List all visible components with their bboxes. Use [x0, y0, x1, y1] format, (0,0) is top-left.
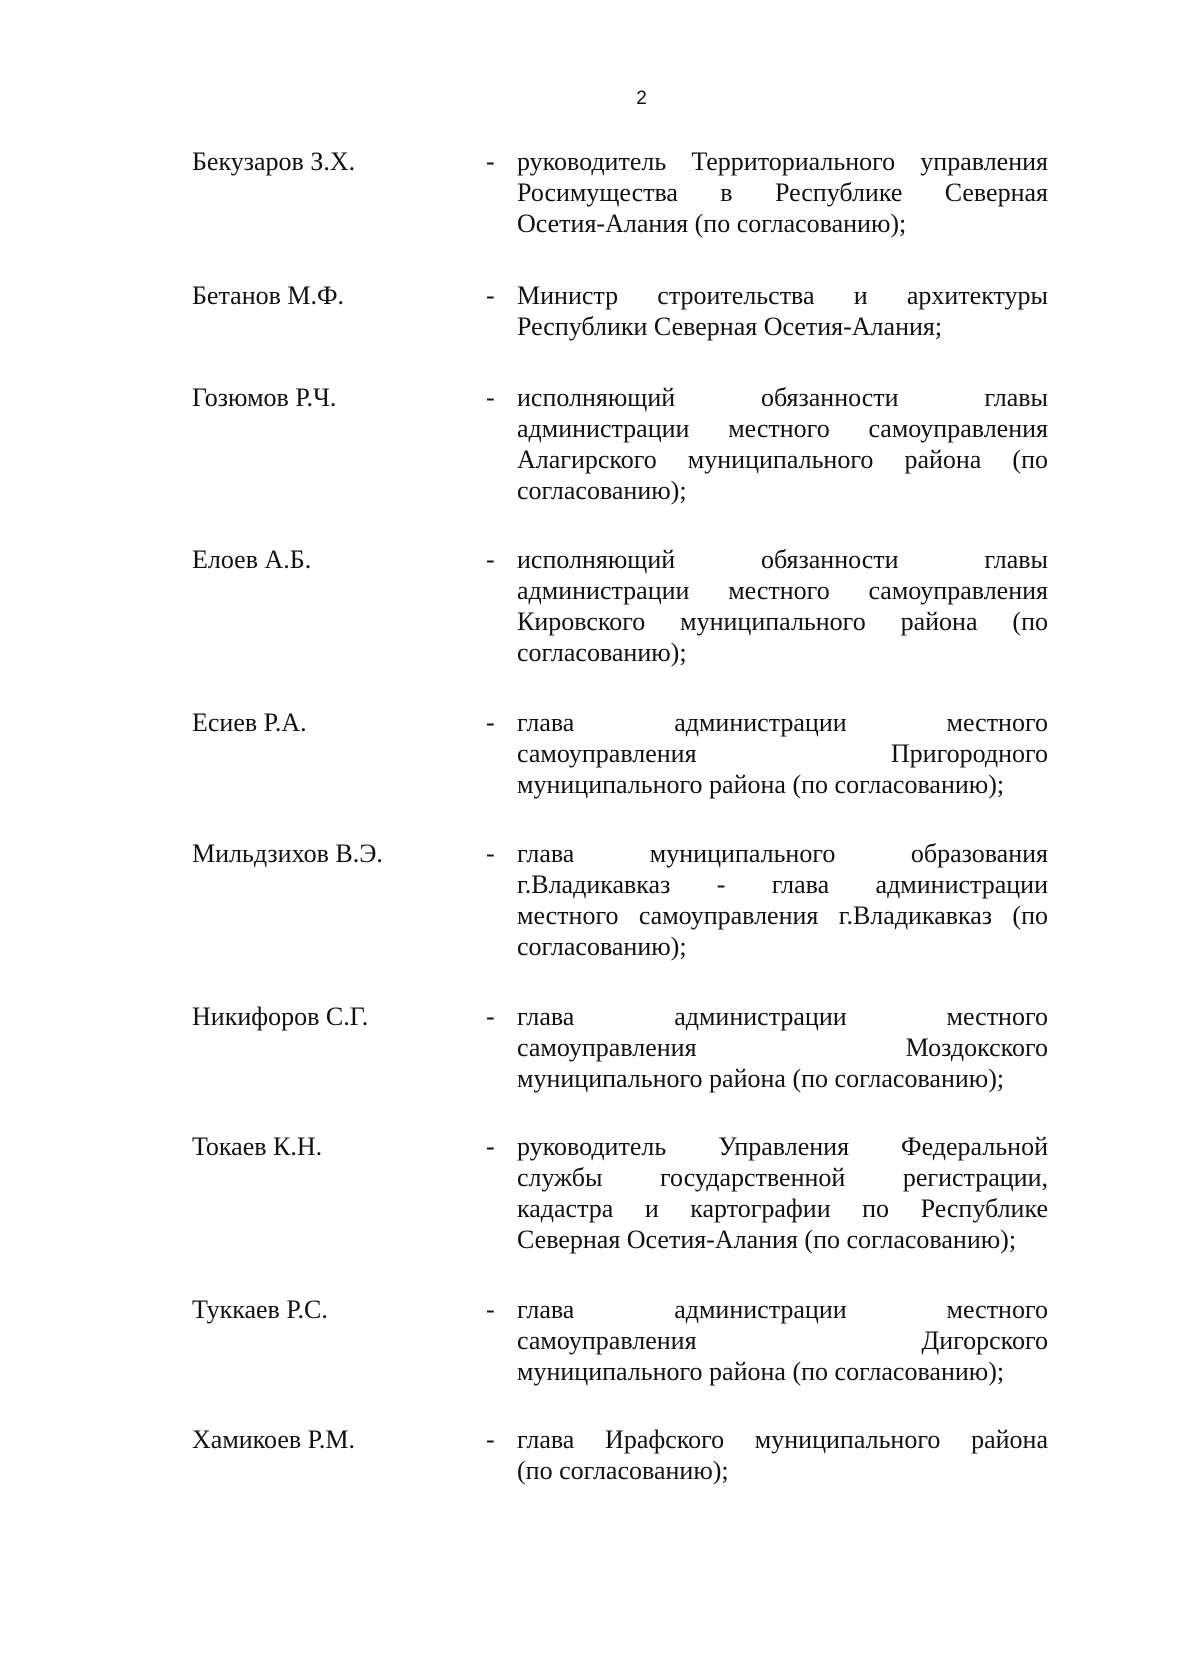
position-line: Алагирского муниципального района (по — [517, 445, 1048, 474]
position-line: руководитель Управления Федеральной — [517, 1132, 1048, 1161]
position-line: муниципального района (по согласованию); — [517, 770, 1005, 799]
dash-separator: - — [486, 1132, 495, 1161]
position-line: глава муниципального образования — [517, 839, 1048, 868]
dash-separator: - — [486, 1295, 495, 1324]
member-name: Гозюмов Р.Ч. — [192, 383, 337, 412]
member-name: Бекузаров З.Х. — [192, 147, 356, 176]
position-line: местного самоуправления г.Владикавказ (по — [517, 901, 1048, 930]
position-line: Министр строительства и архитектуры — [517, 281, 1048, 310]
member-position — [517, 280, 1048, 342]
position-line: самоуправления Дигорского — [517, 1326, 1048, 1355]
position-line: Северная Осетия-Алания (по согласованию); — [517, 1225, 1017, 1254]
position-line: глава администрации местного — [517, 1002, 1048, 1031]
member-name: Токаев К.Н. — [192, 1132, 323, 1161]
position-line: администрации местного самоуправления — [517, 414, 1048, 443]
position-line: согласованию); — [517, 932, 687, 961]
position-line: Кировского муниципального района (по — [517, 607, 1048, 636]
position-line: согласованию); — [517, 476, 687, 505]
member-position — [517, 1131, 1048, 1255]
position-line: муниципального района (по согласованию); — [517, 1064, 1005, 1093]
position-line: глава Ирафского муниципального района — [517, 1425, 1048, 1454]
member-position — [517, 146, 1048, 239]
dash-separator: - — [486, 545, 495, 574]
dash-separator: - — [486, 708, 495, 737]
dash-separator: - — [486, 1002, 495, 1031]
member-position — [517, 838, 1048, 962]
position-line: исполняющий обязанности главы — [517, 545, 1048, 574]
dash-separator: - — [486, 383, 495, 412]
member-name: Никифоров С.Г. — [192, 1002, 369, 1031]
position-line: руководитель Территориального управления — [517, 147, 1048, 176]
member-name: Бетанов М.Ф. — [192, 281, 345, 310]
position-line: самоуправления Моздокского — [517, 1033, 1048, 1062]
member-position — [517, 707, 1048, 800]
position-line: кадастра и картографии по Республике — [517, 1194, 1048, 1223]
member-name: Мильдзихов В.Э. — [192, 839, 383, 868]
member-name: Есиев Р.А. — [192, 708, 307, 737]
position-line: службы государственной регистрации, — [517, 1163, 1048, 1192]
position-line: (по согласованию); — [517, 1456, 729, 1485]
member-position — [517, 544, 1048, 668]
position-line: администрации местного самоуправления — [517, 576, 1048, 605]
position-line: самоуправления Пригородного — [517, 739, 1048, 768]
dash-separator: - — [486, 1425, 495, 1454]
position-line: глава администрации местного — [517, 708, 1048, 737]
dash-separator: - — [486, 839, 495, 868]
position-line: согласованию); — [517, 638, 687, 667]
position-line: Республики Северная Осетия-Алания; — [517, 312, 943, 341]
position-line: глава администрации местного — [517, 1295, 1048, 1324]
member-position — [517, 1424, 1048, 1486]
position-line: исполняющий обязанности главы — [517, 383, 1048, 412]
member-position — [517, 1294, 1048, 1387]
page-number: 2 — [636, 88, 647, 109]
position-line: г.Владикавказ - глава администрации — [517, 870, 1048, 899]
member-name: Туккаев Р.С. — [192, 1295, 328, 1324]
position-line: Росимущества в Республике Северная — [517, 178, 1048, 207]
dash-separator: - — [486, 147, 495, 176]
position-line: Осетия-Алания (по согласованию); — [517, 209, 907, 238]
member-name: Елоев А.Б. — [192, 545, 312, 574]
member-position — [517, 382, 1048, 506]
member-position — [517, 1001, 1048, 1094]
dash-separator: - — [486, 281, 495, 310]
position-line: муниципального района (по согласованию); — [517, 1357, 1005, 1386]
member-name: Хамикоев Р.М. — [192, 1425, 355, 1454]
